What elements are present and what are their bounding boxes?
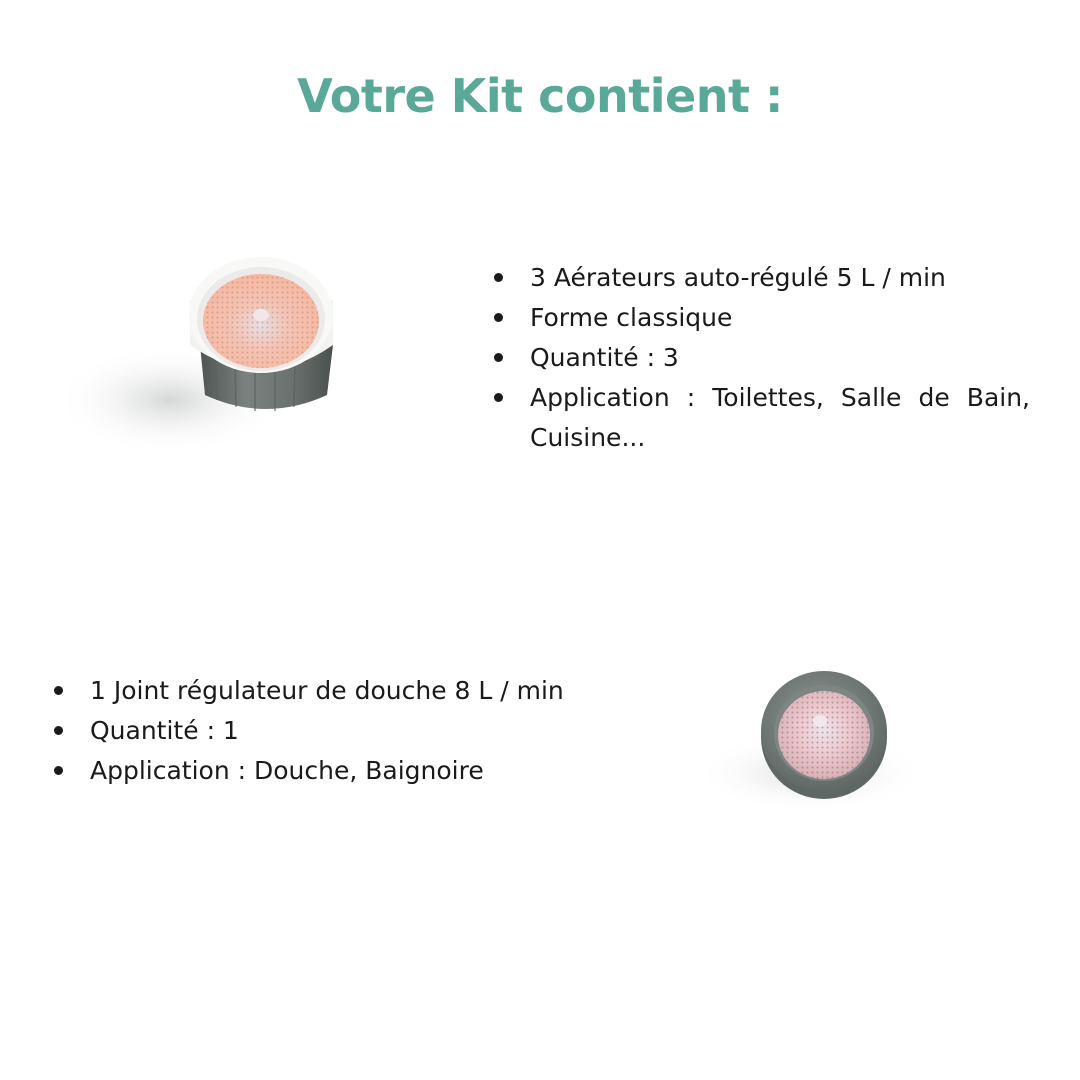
list-item: Quantité : 1 [52, 711, 652, 751]
shower-joint-icon [700, 655, 930, 820]
list-item: 1 Joint régulateur de douche 8 L / min [52, 671, 652, 711]
list-item: Application : Douche, Baignoire [52, 751, 652, 791]
aerator-feature-list [492, 258, 1030, 458]
list-item: Quantité : 3 [492, 338, 1030, 378]
shower-joint-feature-list [52, 671, 652, 791]
page-title: Votre Kit contient : [297, 68, 783, 123]
list-item: 3 Aérateurs auto-régulé 5 L / min [492, 258, 1030, 298]
list-item: Application : Toilettes, Salle de Bain, Cuisine... [492, 378, 1030, 458]
aerator-icon [55, 245, 355, 470]
list-item: Forme classique [492, 298, 1030, 338]
